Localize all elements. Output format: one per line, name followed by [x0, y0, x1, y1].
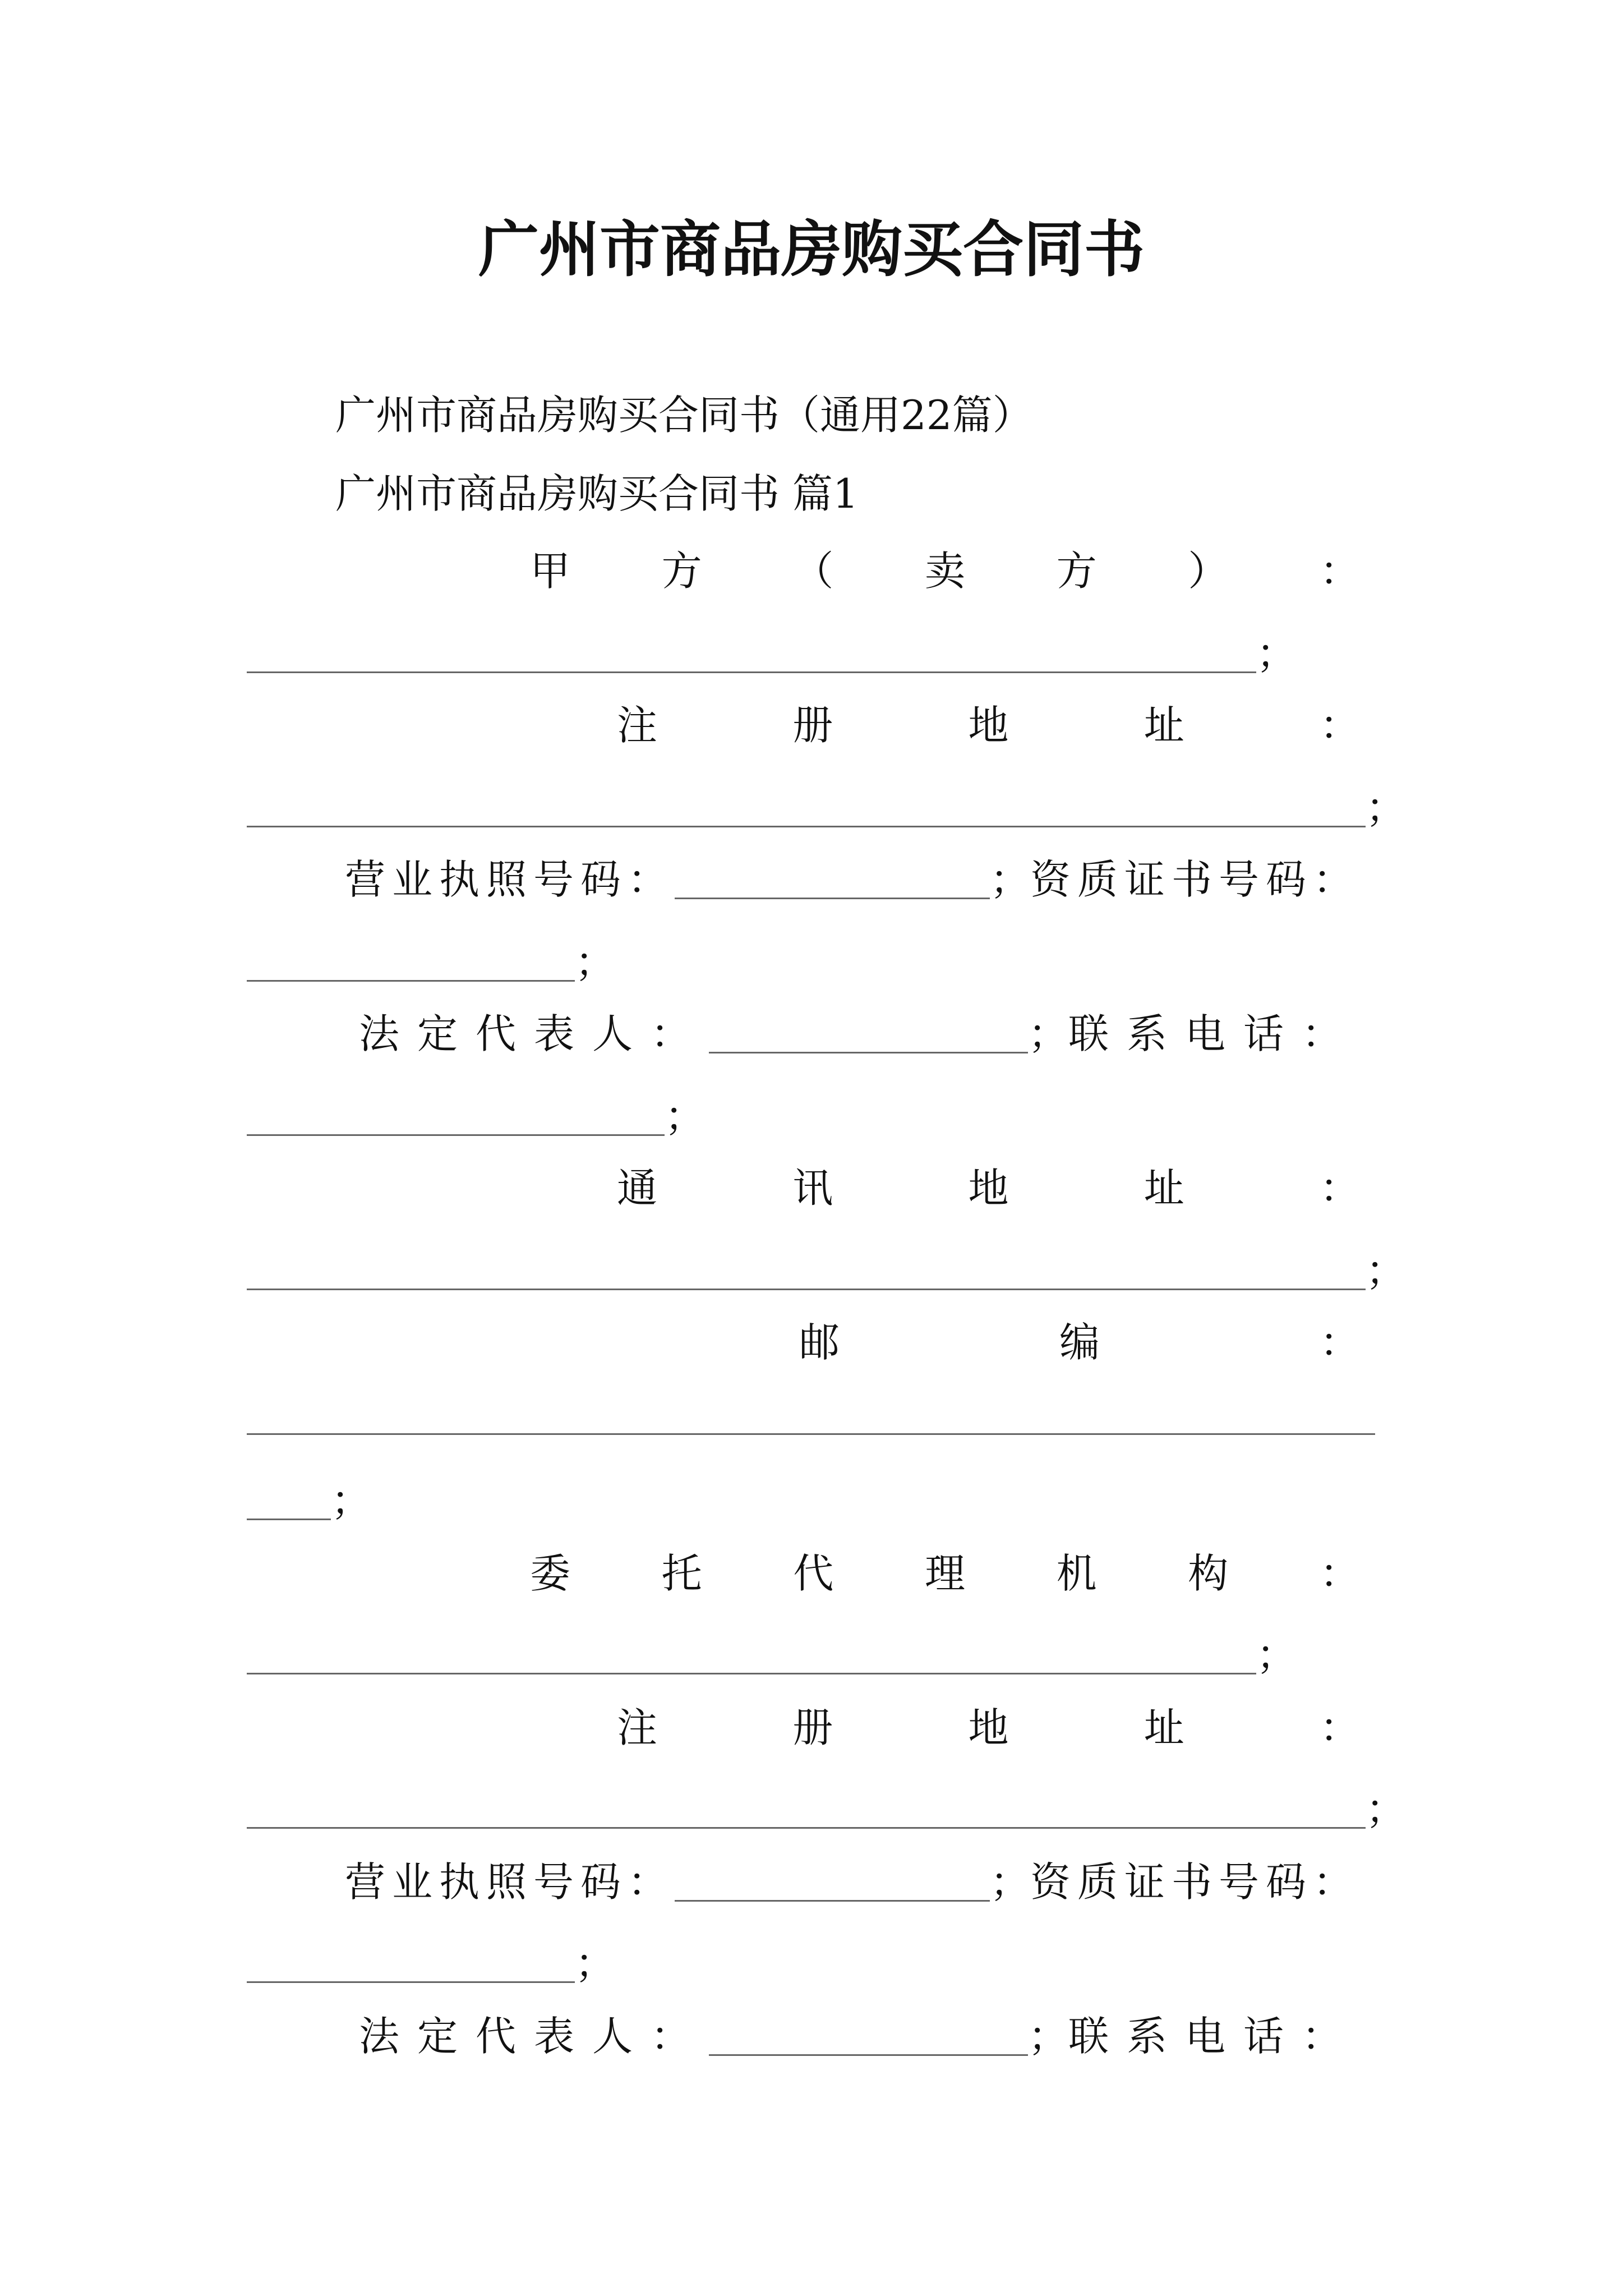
agent-legal-rep-blank[interactable] [709, 2017, 1028, 2056]
party-a-license-blank[interactable] [675, 861, 990, 899]
semicolon: ； [1366, 784, 1407, 831]
party-a-postcode-label [799, 1314, 1360, 1370]
semicolon: ； [1256, 630, 1297, 677]
label-char: ： [1319, 1319, 1360, 1366]
party-a-phone-blank[interactable] [247, 1097, 665, 1136]
label-char: ： [1319, 702, 1360, 749]
label-char: 方 [1056, 547, 1097, 595]
label-char: 卖 [924, 547, 965, 595]
agent-cert-blank[interactable] [247, 1944, 575, 1983]
agent-name-blank[interactable] [247, 1636, 1256, 1674]
phone-label: 联系电话： [1068, 2013, 1360, 2060]
legal-rep-label: 法定代表人： [359, 2013, 709, 2060]
party-a-label [530, 543, 1360, 599]
party-a-phone-blank-line [247, 1088, 705, 1144]
label-char: 方 [661, 547, 702, 595]
agent-reg-address-blank-line [247, 1781, 1406, 1837]
document-title: 广州市商品房购买合同书 [478, 214, 1145, 285]
cert-label: 资质证书号码： [1030, 1858, 1360, 1906]
label-char: 讯 [792, 1165, 833, 1212]
party-a-license-row [345, 852, 1360, 908]
license-label: 营业执照号码： [345, 856, 675, 903]
license-label: 营业执照号码： [345, 1858, 675, 1906]
semicolon: ； [1256, 1631, 1297, 1678]
semicolon: ； [1027, 2013, 1068, 2060]
label-char: 构 [1188, 1550, 1229, 1597]
label-char: 地 [968, 1165, 1009, 1212]
party-a-reg-address-blank[interactable] [247, 789, 1366, 827]
cert-label: 资质证书号码： [1030, 856, 1360, 903]
label-char: 址 [1144, 1704, 1184, 1751]
party-a-postcode-blank[interactable] [247, 1433, 1375, 1435]
party-a-name-blank[interactable] [247, 634, 1256, 673]
label-char: 注 [617, 1704, 658, 1751]
party-a-mail-address-label [617, 1160, 1360, 1216]
label-char: 机 [1056, 1550, 1097, 1597]
semicolon: ； [989, 1858, 1030, 1906]
party-a-cert-blank-line [247, 934, 615, 990]
party-a-mail-address-blank[interactable] [247, 1251, 1366, 1290]
label-char: （ [793, 547, 834, 595]
legal-rep-label: 法定代表人： [359, 1010, 709, 1057]
label-char: 理 [924, 1550, 965, 1597]
label-char: 地 [968, 702, 1009, 749]
label-char: 注 [617, 702, 658, 749]
label-char: ： [1319, 1165, 1360, 1212]
agent-license-row [345, 1854, 1360, 1910]
label-char: 委 [530, 1550, 571, 1597]
semicolon: ； [331, 1477, 372, 1524]
semicolon: ； [1366, 1247, 1407, 1294]
party-a-postcode-blank-line [247, 1473, 371, 1529]
party-a-legal-rep-blank[interactable] [709, 1015, 1028, 1053]
label-char: 册 [792, 1704, 833, 1751]
label-char: 邮 [799, 1319, 840, 1366]
label-char: 托 [661, 1550, 702, 1597]
label-char: 册 [792, 702, 833, 749]
label-char: ） [1188, 547, 1229, 595]
party-a-postcode-blank-tail[interactable] [247, 1481, 331, 1520]
label-char: 通 [617, 1165, 658, 1212]
party-a-cert-blank[interactable] [247, 943, 575, 982]
agent-legal-rep-row [359, 2008, 1360, 2064]
section-heading: 广州市商品房购买合同书 篇1 [335, 470, 859, 517]
document-subtitle: 广州市商品房购买合同书（通用22篇） [335, 392, 1033, 439]
agent-license-blank[interactable] [675, 1863, 990, 1902]
party-a-name-blank-line [247, 625, 1297, 682]
agent-reg-address-blank[interactable] [247, 1790, 1366, 1829]
label-char: 址 [1144, 1165, 1184, 1212]
party-a-mail-address-blank-line [247, 1243, 1406, 1299]
label-char: ： [1319, 1550, 1360, 1597]
phone-label: 联系电话： [1068, 1010, 1360, 1057]
semicolon: ； [989, 856, 1030, 903]
party-a-reg-address-label [617, 697, 1360, 753]
label-char: ： [1319, 547, 1360, 595]
semicolon: ； [665, 1093, 706, 1140]
semicolon: ； [1027, 1010, 1068, 1057]
semicolon: ； [575, 1940, 616, 1987]
label-char: 地 [968, 1704, 1009, 1751]
party-a-reg-address-blank-line [247, 780, 1406, 836]
label-char: 址 [1144, 702, 1184, 749]
semicolon: ； [575, 938, 616, 986]
label-char: ： [1319, 1704, 1360, 1751]
agent-cert-blank-line [247, 1935, 615, 1991]
semicolon: ； [1366, 1786, 1407, 1833]
label-char: 甲 [530, 547, 571, 595]
label-char: 代 [793, 1550, 834, 1597]
party-a-legal-rep-row [359, 1006, 1360, 1062]
agent-name-blank-line [247, 1627, 1297, 1683]
label-char: 编 [1059, 1319, 1100, 1366]
agent-label [530, 1545, 1360, 1602]
agent-reg-address-label [617, 1700, 1360, 1756]
